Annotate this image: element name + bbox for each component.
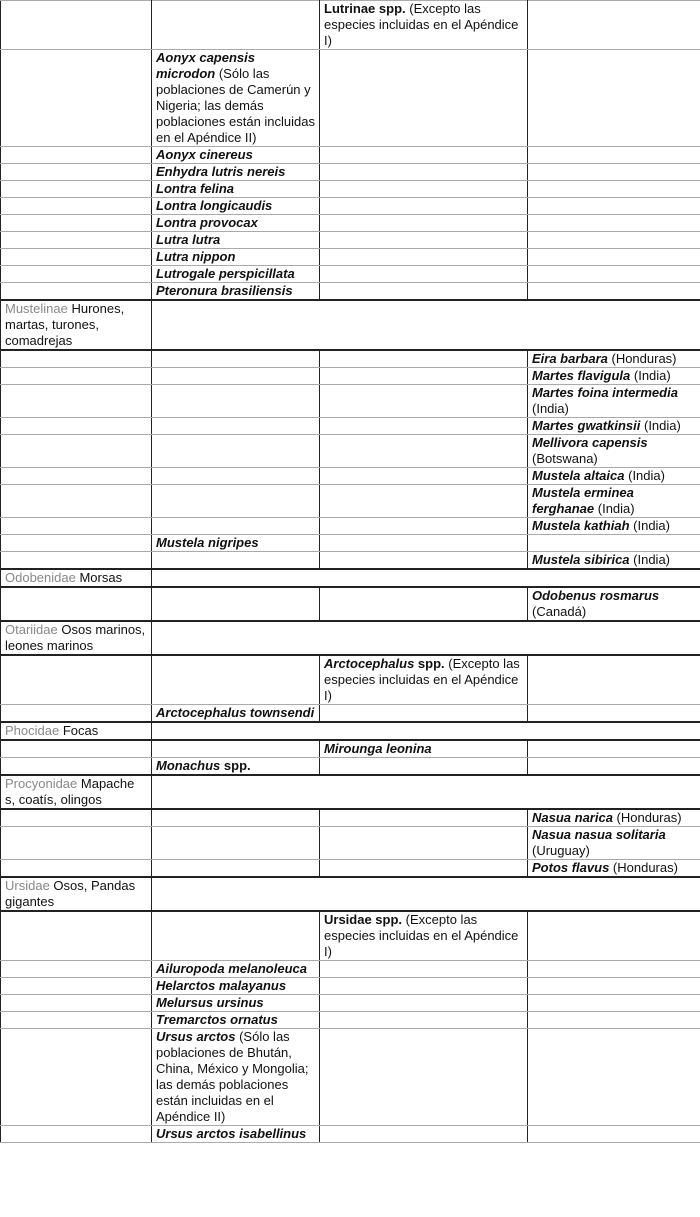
- annotation-text: (Excepto las especies incluidas en el Apéndice I): [324, 656, 520, 703]
- annotation-text: (Uruguay): [532, 843, 590, 858]
- family-name: Otariidae: [5, 622, 58, 637]
- appendix-ii-cell: [320, 535, 528, 552]
- appendix-i-cell: [152, 485, 320, 518]
- taxon-cell: [1, 1012, 152, 1029]
- appendix-iii-cell: [528, 758, 700, 776]
- appendix-i-cell: [152, 368, 320, 385]
- taxon-cell: [1, 911, 152, 961]
- appendix-i-cell: [152, 587, 320, 621]
- taxon-cell: [1, 164, 152, 181]
- annotation-text: (Honduras): [607, 351, 677, 366]
- species-name: Aonyx cinereus: [156, 147, 253, 162]
- appendix-ii-cell: [320, 518, 528, 535]
- family-name-cell: [1, 300, 152, 350]
- appendix-i-cell: [152, 215, 320, 232]
- taxon-cell: [1, 350, 152, 368]
- species-name: Odobenus rosmarus: [532, 588, 660, 603]
- appendix-i-cell: [152, 911, 320, 961]
- family-span-cell: [152, 569, 700, 587]
- appendix-iii-cell: [528, 50, 700, 147]
- taxon-cell: [1, 249, 152, 266]
- species-name: Helarctos malayanus: [156, 978, 287, 993]
- appendix-i-cell: [152, 827, 320, 860]
- appendix-iii-cell: [528, 911, 700, 961]
- species-name: Arctocephalus townsendi: [156, 705, 315, 720]
- appendix-i-cell: [152, 147, 320, 164]
- appendix-i-cell: [152, 518, 320, 535]
- appendix-ii-cell: [320, 1012, 528, 1029]
- taxon-cell: [1, 809, 152, 827]
- family-span-cell: [152, 621, 700, 655]
- taxon-cell: [1, 418, 152, 435]
- species-name: Mellivora capensis: [532, 435, 648, 450]
- annotation-text: Osos marinos, leones marinos: [5, 622, 146, 653]
- appendix-i-cell: [152, 860, 320, 878]
- family-row: [1, 775, 700, 809]
- taxon-cell: [1, 587, 152, 621]
- species-name: Martes gwatkinsii: [532, 418, 641, 433]
- annotation-text: (India): [532, 401, 569, 416]
- species-name: Lontra provocax: [156, 215, 258, 230]
- table-row: [1, 147, 700, 164]
- species-name: Ursus arctos isabellinus: [156, 1126, 307, 1141]
- appendix-ii-cell: [320, 181, 528, 198]
- family-name: Ursidae: [5, 878, 50, 893]
- appendix-ii-cell: [320, 860, 528, 878]
- species-name: Ailuropoda melanoleuca: [156, 961, 307, 976]
- appendix-iii-cell: [528, 181, 700, 198]
- species-name: Arctocephalus: [324, 656, 415, 671]
- table-row: [1, 655, 700, 705]
- appendix-i-cell: [152, 552, 320, 570]
- table-row: [1, 535, 700, 552]
- appendix-ii-cell: [320, 809, 528, 827]
- appendix-ii-cell: [320, 1029, 528, 1126]
- appendix-iii-cell: [528, 164, 700, 181]
- taxon-cell: [1, 978, 152, 995]
- appendix-iii-cell: [528, 518, 700, 535]
- taxon-cell: [1, 368, 152, 385]
- table-row: [1, 232, 700, 249]
- species-name: Martes foina intermedia: [532, 385, 678, 400]
- appendix-i-cell: [152, 1012, 320, 1029]
- appendix-ii-cell: [320, 705, 528, 723]
- table-row: [1, 485, 700, 518]
- annotation-text: (India): [594, 501, 635, 516]
- species-name: Lontra felina: [156, 181, 235, 196]
- annotation-text: (India): [629, 518, 670, 533]
- annotation-text: (Sólo las poblaciones de Bhután, China, México y Mongolia; las demás poblaciones están incluidas en el Apéndice II): [156, 1029, 309, 1124]
- appendix-i-cell: [152, 1, 320, 50]
- species-name: Potos flavus: [532, 860, 610, 875]
- appendix-iii-cell: [528, 535, 700, 552]
- taxon-cell: [1, 215, 152, 232]
- annotation-text: (India): [630, 368, 671, 383]
- appendix-ii-cell: [320, 827, 528, 860]
- table-row: [1, 164, 700, 181]
- taxon-name: Ursidae spp.: [324, 912, 403, 927]
- species-name: Mirounga leonina: [324, 741, 432, 756]
- taxon-cell: [1, 518, 152, 535]
- species-name: Aonyx capensis microdon: [156, 50, 255, 81]
- taxon-cell: [1, 705, 152, 723]
- annotation-text: Hurones, martas, turones, comadrejas: [5, 301, 125, 348]
- appendix-i-cell: [152, 435, 320, 468]
- family-span-cell: [152, 722, 700, 740]
- appendix-iii-cell: [528, 198, 700, 215]
- appendix-iii-cell: [528, 655, 700, 705]
- appendix-iii-cell: [528, 435, 700, 468]
- species-name: Ursus arctos: [156, 1029, 236, 1044]
- appendix-ii-cell: [320, 961, 528, 978]
- appendix-iii-cell: [528, 978, 700, 995]
- taxon-cell: [1, 435, 152, 468]
- annotation-text: (Sólo las poblaciones de Camerún y Nigeria; las demás poblaciones están incluidas en el Apéndice II): [156, 66, 315, 145]
- appendix-i-cell: [152, 164, 320, 181]
- appendix-iii-cell: [528, 215, 700, 232]
- appendix-iii-cell: [528, 809, 700, 827]
- appendix-ii-cell: [320, 215, 528, 232]
- taxon-cell: [1, 385, 152, 418]
- family-span-cell: [152, 300, 700, 350]
- taxon-cell: [1, 485, 152, 518]
- family-name: Mustelinae: [5, 301, 68, 316]
- species-name: Mustela altaica: [532, 468, 625, 483]
- species-name: Lutra nippon: [156, 249, 236, 264]
- annotation-text: (India): [624, 468, 665, 483]
- appendix-ii-cell: [320, 418, 528, 435]
- species-name: Lontra longicaudis: [156, 198, 273, 213]
- appendix-ii-cell: [320, 249, 528, 266]
- table-row: [1, 249, 700, 266]
- appendix-ii-cell: [320, 995, 528, 1012]
- annotation-text: Focas: [59, 723, 99, 738]
- taxon-cell: [1, 1029, 152, 1126]
- species-name: Mustela kathiah: [532, 518, 630, 533]
- family-name: Odobenidae: [5, 570, 76, 585]
- appendix-i-cell: [152, 705, 320, 723]
- table-row: [1, 266, 700, 283]
- appendix-i-cell: [152, 232, 320, 249]
- appendix-iii-cell: [528, 1012, 700, 1029]
- annotation-text: (India): [629, 552, 671, 567]
- appendix-ii-cell: [320, 350, 528, 368]
- appendix-i-cell: [152, 995, 320, 1012]
- table-row: [1, 827, 700, 860]
- table-row: [1, 1, 700, 50]
- family-name-cell: [1, 775, 152, 809]
- appendix-i-cell: [152, 50, 320, 147]
- table-row: [1, 215, 700, 232]
- table-row: [1, 368, 700, 385]
- table-row: [1, 283, 700, 301]
- appendix-ii-cell: [320, 740, 528, 758]
- taxon-cell: [1, 740, 152, 758]
- appendix-ii-cell: [320, 655, 528, 705]
- appendix-ii-cell: [320, 164, 528, 181]
- appendix-i-cell: [152, 249, 320, 266]
- taxon-cell: [1, 535, 152, 552]
- annotation-text: Mapache s, coatís, olingos: [5, 776, 135, 807]
- appendix-ii-cell: [320, 587, 528, 621]
- family-name: Phocidae: [5, 723, 60, 738]
- table-row: [1, 181, 700, 198]
- appendix-ii-cell: [320, 385, 528, 418]
- family-row: [1, 722, 700, 740]
- table-row: [1, 385, 700, 418]
- appendix-ii-cell: [320, 485, 528, 518]
- taxon-cell: [1, 827, 152, 860]
- appendix-ii-cell: [320, 198, 528, 215]
- species-name: Mustela sibirica: [532, 552, 630, 567]
- table-row: [1, 860, 700, 878]
- annotation-text: (Excepto las especies incluidas en el Apéndice I): [324, 912, 519, 959]
- annotation-text: (Canadá): [532, 604, 587, 619]
- family-name-cell: [1, 569, 152, 587]
- appendix-i-cell: [152, 535, 320, 552]
- appendix-iii-cell: [528, 485, 700, 518]
- appendix-ii-cell: [320, 552, 528, 570]
- taxon-cell: [1, 655, 152, 705]
- species-name: Melursus ursinus: [156, 995, 264, 1010]
- appendix-iii-cell: [528, 266, 700, 283]
- appendix-ii-cell: [320, 147, 528, 164]
- appendix-i-cell: [152, 978, 320, 995]
- annotation-text: (Botswana): [532, 451, 598, 466]
- appendix-ii-cell: [320, 368, 528, 385]
- table-row: [1, 50, 700, 147]
- taxon-cell: [1, 961, 152, 978]
- table-row: [1, 705, 700, 723]
- table-row: [1, 740, 700, 758]
- table-row: [1, 911, 700, 961]
- table-row: [1, 468, 700, 485]
- taxon-cell: [1, 758, 152, 776]
- taxon-cell: [1, 995, 152, 1012]
- annotation-text: Osos, Pandas gigantes: [5, 878, 136, 909]
- appendix-ii-cell: [320, 758, 528, 776]
- table-row: [1, 978, 700, 995]
- appendix-iii-cell: [528, 232, 700, 249]
- appendix-ii-cell: [320, 978, 528, 995]
- species-name: Nasua narica: [532, 810, 613, 825]
- appendix-iii-cell: [528, 1, 700, 50]
- family-span-cell: [152, 877, 700, 911]
- table-body: [1, 1, 700, 1143]
- family-row: [1, 621, 700, 655]
- species-name: Martes flavigula: [532, 368, 631, 383]
- appendix-ii-cell: [320, 232, 528, 249]
- family-span-cell: [152, 775, 700, 809]
- table-row: [1, 418, 700, 435]
- appendix-iii-cell: [528, 147, 700, 164]
- taxon-cell: [1, 266, 152, 283]
- appendix-i-cell: [152, 350, 320, 368]
- taxon-cell: [1, 468, 152, 485]
- annotation-text: (Excepto las especies incluidas en el Apéndice I): [324, 1, 519, 48]
- species-name: Lutrogale perspicillata: [156, 266, 295, 281]
- appendix-ii-cell: [320, 50, 528, 147]
- table-row: [1, 758, 700, 776]
- taxon-name: spp.: [414, 656, 445, 671]
- table-row: [1, 552, 700, 570]
- appendix-ii-cell: [320, 283, 528, 301]
- species-name: Mustela nigripes: [156, 535, 259, 550]
- appendix-i-cell: [152, 418, 320, 435]
- family-row: [1, 877, 700, 911]
- appendix-i-cell: [152, 468, 320, 485]
- family-name-cell: [1, 722, 152, 740]
- family-name-cell: [1, 621, 152, 655]
- appendix-iii-cell: [528, 860, 700, 878]
- annotation-text: (Honduras): [609, 860, 678, 875]
- appendix-i-cell: [152, 809, 320, 827]
- taxon-name: spp.: [220, 758, 251, 773]
- appendix-ii-cell: [320, 1, 528, 50]
- appendix-iii-cell: [528, 1126, 700, 1143]
- appendix-i-cell: [152, 283, 320, 301]
- species-name: Mustela erminea ferghanae: [532, 485, 634, 516]
- table-row: [1, 995, 700, 1012]
- appendix-i-cell: [152, 1029, 320, 1126]
- species-name: Monachus: [156, 758, 221, 773]
- annotation-text: Morsas: [75, 570, 123, 585]
- table-row: [1, 809, 700, 827]
- appendix-iii-cell: [528, 350, 700, 368]
- appendix-i-cell: [152, 961, 320, 978]
- species-name: Nasua nasua solitaria: [532, 827, 666, 842]
- appendix-i-cell: [152, 758, 320, 776]
- family-name-cell: [1, 877, 152, 911]
- appendix-iii-cell: [528, 587, 700, 621]
- taxon-cell: [1, 232, 152, 249]
- table-row: [1, 587, 700, 621]
- appendix-iii-cell: [528, 418, 700, 435]
- species-name: Enhydra lutris nereis: [156, 164, 286, 179]
- appendix-ii-cell: [320, 1126, 528, 1143]
- species-name: Tremarctos ornatus: [156, 1012, 278, 1027]
- appendix-ii-cell: [320, 435, 528, 468]
- taxon-cell: [1, 50, 152, 147]
- species-name: Lutra lutra: [156, 232, 221, 247]
- taxon-cell: [1, 860, 152, 878]
- table-row: [1, 961, 700, 978]
- appendix-i-cell: [152, 740, 320, 758]
- appendix-iii-cell: [528, 249, 700, 266]
- family-row: [1, 300, 700, 350]
- appendix-ii-cell: [320, 911, 528, 961]
- appendix-iii-cell: [528, 705, 700, 723]
- appendix-ii-cell: [320, 266, 528, 283]
- taxon-cell: [1, 147, 152, 164]
- appendix-ii-cell: [320, 468, 528, 485]
- appendix-iii-cell: [528, 283, 700, 301]
- taxon-cell: [1, 552, 152, 570]
- species-name: Pteronura brasiliensis: [156, 283, 293, 298]
- table-row: [1, 350, 700, 368]
- appendix-iii-cell: [528, 740, 700, 758]
- table-row: [1, 1012, 700, 1029]
- taxon-name: Lutrinae spp.: [324, 1, 406, 16]
- annotation-text: (Honduras): [612, 810, 682, 825]
- appendix-iii-cell: [528, 1029, 700, 1126]
- family-name: Procyonidae: [5, 776, 78, 791]
- taxon-cell: [1, 1126, 152, 1143]
- species-name: Eira barbara: [532, 351, 608, 366]
- table-row: [1, 518, 700, 535]
- table-row: [1, 1126, 700, 1143]
- appendix-i-cell: [152, 385, 320, 418]
- appendix-i-cell: [152, 655, 320, 705]
- annotation-text: (India): [640, 418, 681, 433]
- family-row: [1, 569, 700, 587]
- appendix-i-cell: [152, 181, 320, 198]
- appendix-iii-cell: [528, 385, 700, 418]
- appendix-i-cell: [152, 1126, 320, 1143]
- appendix-iii-cell: [528, 368, 700, 385]
- appendix-i-cell: [152, 266, 320, 283]
- table-row: [1, 198, 700, 215]
- taxon-cell: [1, 283, 152, 301]
- taxon-cell: [1, 198, 152, 215]
- appendix-iii-cell: [528, 552, 700, 570]
- appendix-i-cell: [152, 198, 320, 215]
- taxon-cell: [1, 1, 152, 50]
- appendix-iii-cell: [528, 995, 700, 1012]
- table-row: [1, 435, 700, 468]
- table-row: [1, 1029, 700, 1126]
- appendix-iii-cell: [528, 961, 700, 978]
- appendix-iii-cell: [528, 827, 700, 860]
- appendix-iii-cell: [528, 468, 700, 485]
- taxon-cell: [1, 181, 152, 198]
